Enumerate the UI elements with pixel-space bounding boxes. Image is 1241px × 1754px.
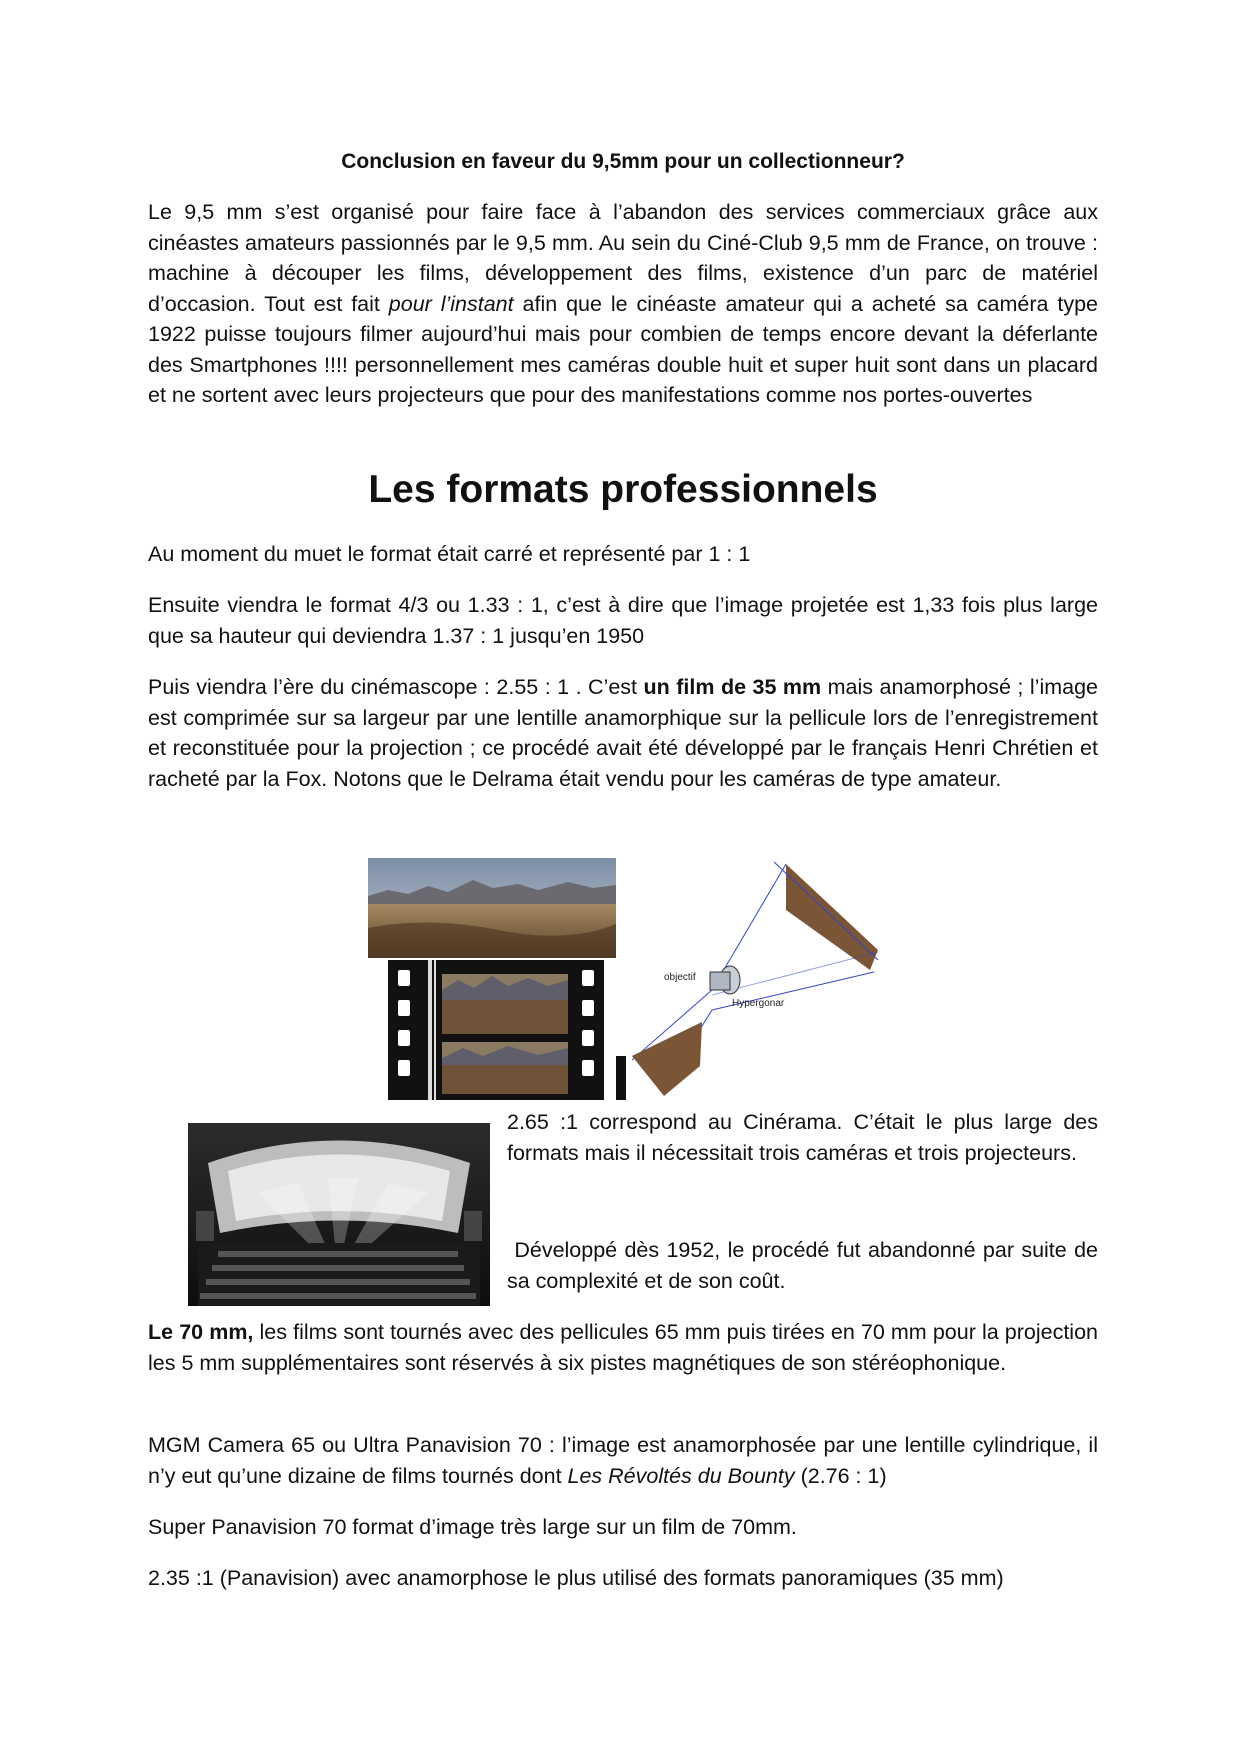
label-objectif: objectif <box>664 972 696 983</box>
page-heading: Les formats professionnels <box>368 468 878 511</box>
mgm-text-end: (2.76 : 1) <box>794 1463 887 1488</box>
scope-bold: un film de 35 mm <box>643 675 822 699</box>
paragraph-super-panavision <box>148 1512 1098 1543</box>
mgm-text-start: MGM Camera 65 ou Ultra Panavision 70 : l’image est anamorphosée par une lentille cylindrique, il n’y eut qu’une dizaine de films tournés dont <box>148 1433 1098 1488</box>
paragraph-mgm <box>148 1430 1098 1491</box>
section-subtitle: Conclusion en faveur du 9,5mm pour un collectionneur? <box>341 150 905 173</box>
text-235: 2.35 :1 (Panavision) avec anamorphose le plus utilisé des formats panoramiques (35 mm) <box>148 1566 1004 1590</box>
text-super-panavision: Super Panavision 70 format d’image très large sur un film de 70mm. <box>148 1515 797 1539</box>
hypergonar-diagram <box>612 860 890 1100</box>
label-hypergonar: Hypergonar <box>732 998 785 1009</box>
paragraph-cinemascope <box>148 672 1098 794</box>
intro-italic: pour l’instant <box>388 291 514 316</box>
paragraph-muet <box>148 539 1098 570</box>
intro-paragraph <box>148 197 1098 411</box>
paragraph-cinerama <box>507 1107 1098 1168</box>
intro-text-start: Le 9,5 mm s’est organisé pour faire face à l’abandon des services commerciaux grâce aux cinéastes amateurs passionnés par le 9,5 mm. Au sein du Ciné-Club 9,5 mm de France, on trouve : machine à découper les films, développement des films, existence d’un parc de matériel d’occasion. Tout est fait <box>148 200 1098 316</box>
70mm-bold: Le 70 mm, <box>148 1320 254 1344</box>
70mm-text: les films sont tournés avec des pellicules 65 mm puis tirées en 70 mm pour la projection les 5 mm supplémentaires sont réservés à six pistes magnétiques de son stéréophonique. <box>148 1320 1099 1375</box>
text-1952: Développé dès 1952, le procédé fut abandonné par suite de sa complexité et de son coût. <box>507 1238 1104 1293</box>
paragraph-70mm <box>148 1317 1098 1378</box>
text-cinerama: 2.65 :1 correspond au Cinérama. C’était le plus large des formats mais il nécessitait trois caméras et trois projecteurs. <box>507 1110 1098 1165</box>
paragraph-1952 <box>507 1235 1104 1296</box>
scope-text-start: Puis viendra l’ère du cinémascope : 2.55 : 1 . C’est <box>148 675 644 699</box>
paragraph-4-3 <box>148 590 1098 651</box>
scope-text-end: mais anamorphosé ; l’image est comprimée sur sa largeur par une lentille anamorphique sur la pellicule lors de l’enregistrement et reconstituée pour la projection ; ce procédé avait été développé par le français Henri Chrétien et racheté par la Fox. Notons que le Delrama était vendu pour les caméras de type amateur. <box>148 675 1098 791</box>
mgm-italic: Les Révoltés du Bounty <box>567 1463 795 1488</box>
text-muet: Au moment du muet le format était carré et représenté par 1 : 1 <box>148 542 751 566</box>
intro-text-end: afin que le cinéaste amateur qui a acheté sa caméra type 1922 puisse toujours filmer aujourd’hui mais pour combien de temps encore devant la déferlante des Smartphones !!!! personnellement mes caméras double huit et super huit sont dans un placard et ne sortent avec leurs projecteurs que pour des manifestations comme nos portes-ouvertes <box>148 291 1098 407</box>
paragraph-235 <box>148 1563 1098 1594</box>
widescreen-landscape-photo <box>368 858 616 958</box>
anamorphic-film-strip <box>388 960 604 1100</box>
text-4-3: Ensuite viendra le format 4/3 ou 1.33 : 1, c’est à dire que l’image projetée est 1,33 fois plus large que sa hauteur qui deviendra 1.37 : 1 jusqu’en 1950 <box>148 593 1098 648</box>
cinerama-theater-photo <box>188 1123 490 1306</box>
